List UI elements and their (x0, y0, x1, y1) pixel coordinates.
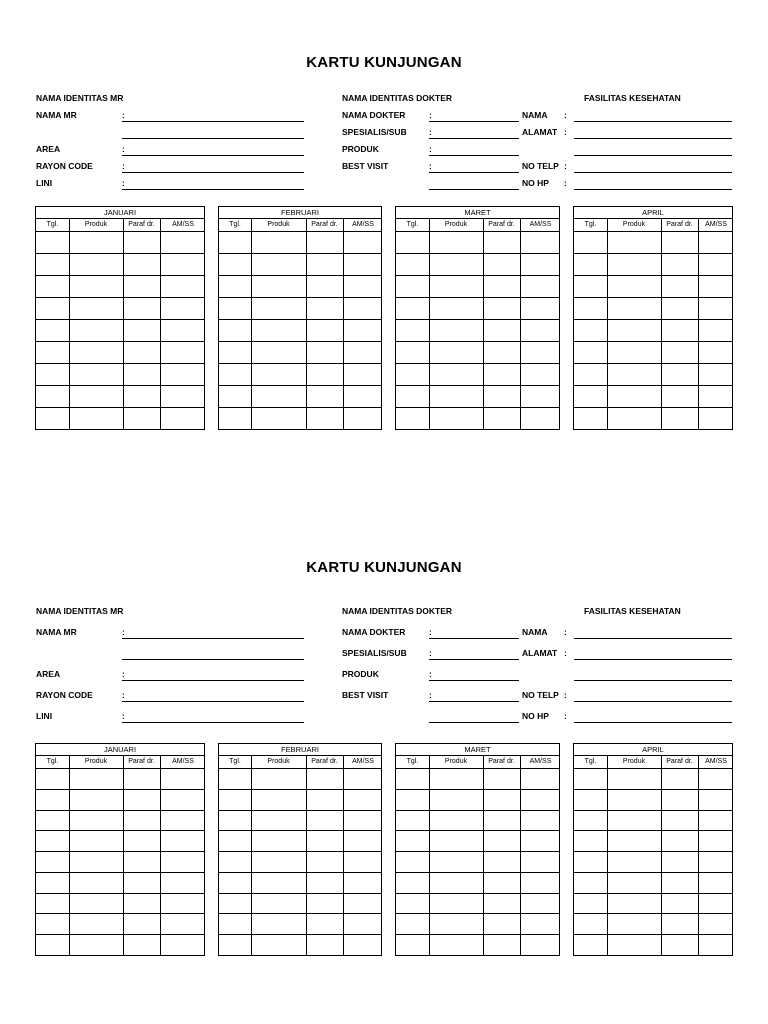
mr-field-input-line[interactable] (122, 138, 304, 139)
mr-field-label: LINI (36, 711, 53, 721)
table-row[interactable] (396, 872, 559, 893)
table-row[interactable] (574, 789, 732, 810)
table-row[interactable] (574, 231, 732, 253)
mr-field-input-line[interactable] (122, 659, 304, 660)
faskes-field-input-line[interactable] (574, 121, 732, 122)
table-row[interactable] (396, 385, 559, 407)
table-row[interactable] (396, 231, 559, 253)
month-table-april (573, 743, 733, 956)
faskes-field-colon: : (564, 161, 567, 171)
faskes-field-colon: : (564, 648, 567, 658)
table-row[interactable] (396, 407, 559, 429)
dokter-field-input-line[interactable] (429, 638, 519, 639)
column-header: Paraf dr. (488, 758, 515, 765)
table-row[interactable] (574, 768, 732, 789)
table-row[interactable] (396, 810, 559, 831)
table-row[interactable] (574, 934, 732, 955)
column-header: AM/SS (529, 758, 552, 765)
table-row[interactable] (219, 913, 381, 934)
month-header: FEBRUARI (219, 744, 381, 756)
dokter-field-colon: : (429, 161, 432, 171)
faskes-field-label: NO TELP (522, 690, 559, 700)
month-header: FEBRUARI (219, 207, 381, 219)
dokter-field-label: PRODUK (342, 144, 379, 154)
dokter-field-input-line[interactable] (429, 138, 519, 139)
card-title: KARTU KUNJUNGAN (306, 54, 462, 71)
column-header: AM/SS (172, 758, 194, 765)
month-table-maret (395, 206, 560, 430)
table-row[interactable] (36, 297, 204, 319)
month-table-februari (218, 206, 382, 430)
table-row[interactable] (36, 893, 204, 914)
column-header: Tgl. (584, 758, 597, 765)
column-header: AM/SS (352, 758, 374, 765)
column-header: AM/SS (352, 221, 374, 228)
month-header: APRIL (574, 207, 732, 219)
faskes-field-label: NO TELP (522, 161, 559, 171)
table-row[interactable] (574, 913, 732, 934)
mr-field-label: RAYON CODE (36, 690, 93, 700)
dokter-field-input-line[interactable] (429, 659, 519, 660)
faskes-field-colon: : (564, 127, 567, 137)
doctor-section-heading: NAMA IDENTITAS DOKTER (342, 93, 453, 103)
table-row[interactable] (219, 810, 381, 831)
column-header: Tgl. (406, 221, 419, 228)
column-header: Tgl. (406, 758, 419, 765)
mr-section-heading: NAMA IDENTITAS MR (36, 606, 124, 616)
column-header: AM/SS (705, 221, 727, 228)
column-header: Tgl. (229, 221, 241, 228)
table-row[interactable] (574, 385, 732, 407)
faskes-field-input-line[interactable] (574, 155, 732, 156)
dokter-field-label: NAMA DOKTER (342, 110, 406, 120)
faskes-field-input-line[interactable] (574, 189, 732, 190)
table-row[interactable] (574, 407, 732, 429)
faskes-field-colon: : (564, 690, 567, 700)
mr-field-label: RAYON CODE (36, 161, 93, 171)
dokter-field-input-line[interactable] (429, 155, 519, 156)
mr-field-input-line[interactable] (122, 172, 304, 173)
table-row[interactable] (219, 275, 381, 297)
table-row[interactable] (36, 934, 204, 955)
month-header: APRIL (574, 744, 732, 756)
dokter-field-label: SPESIALIS/SUB (342, 648, 407, 658)
mr-field-colon: : (122, 161, 125, 171)
table-row[interactable] (396, 789, 559, 810)
mr-field-colon: : (122, 110, 125, 120)
month-table-maret (395, 743, 560, 956)
table-row[interactable] (574, 893, 732, 914)
dokter-field-colon: : (429, 110, 432, 120)
table-row[interactable] (219, 231, 381, 253)
table-row[interactable] (219, 297, 381, 319)
table-row[interactable] (574, 297, 732, 319)
dokter-field-colon: : (429, 690, 432, 700)
dokter-field-input-line[interactable] (429, 172, 519, 173)
dokter-field-colon: : (429, 127, 432, 137)
dokter-field-colon: : (429, 648, 432, 658)
table-row[interactable] (36, 385, 204, 407)
column-header: Produk (622, 758, 646, 765)
table-row[interactable] (396, 275, 559, 297)
mr-field-input-line[interactable] (122, 638, 304, 639)
table-row[interactable] (396, 851, 559, 872)
month-table-januari (35, 206, 205, 430)
table-row[interactable] (36, 275, 204, 297)
mr-section-heading: NAMA IDENTITAS MR (36, 93, 124, 103)
month-table-februari (218, 743, 382, 956)
table-row[interactable] (574, 851, 732, 872)
table-row[interactable] (219, 789, 381, 810)
mr-field-input-line[interactable] (122, 155, 304, 156)
column-header: Produk (267, 758, 290, 765)
faskes-field-label: NAMA (522, 110, 548, 120)
table-row[interactable] (219, 385, 381, 407)
faskes-field-colon: : (564, 711, 567, 721)
dokter-field-input-line[interactable] (429, 189, 519, 190)
faskes-field-input-line[interactable] (574, 172, 732, 173)
dokter-field-label: BEST VISIT (342, 690, 389, 700)
table-row[interactable] (36, 768, 204, 789)
column-header: Produk (444, 758, 468, 765)
dokter-field-input-line[interactable] (429, 680, 519, 681)
month-header: JANUARI (36, 207, 204, 219)
mr-field-colon: : (122, 711, 125, 721)
dokter-field-label: PRODUK (342, 669, 379, 679)
table-row[interactable] (36, 789, 204, 810)
mr-field-colon: : (122, 669, 125, 679)
faskes-field-label: ALAMAT (522, 648, 558, 658)
table-row[interactable] (219, 319, 381, 341)
mr-field-label: AREA (36, 669, 61, 679)
faskes-field-input-line[interactable] (574, 722, 732, 723)
table-row[interactable] (36, 407, 204, 429)
table-row[interactable] (574, 341, 732, 363)
faskes-field-input-line[interactable] (574, 680, 732, 681)
column-header: Paraf dr. (128, 758, 155, 765)
column-header: AM/SS (172, 221, 194, 228)
table-row[interactable] (396, 253, 559, 275)
table-row[interactable] (219, 253, 381, 275)
mr-field-input-line[interactable] (122, 701, 304, 702)
table-row[interactable] (396, 830, 559, 851)
table-row[interactable] (219, 768, 381, 789)
table-row[interactable] (36, 913, 204, 934)
mr-field-colon: : (122, 627, 125, 637)
column-header: AM/SS (529, 221, 552, 228)
dokter-field-colon: : (429, 144, 432, 154)
dokter-field-label: NAMA DOKTER (342, 627, 406, 637)
column-header: Tgl. (46, 758, 59, 765)
table-row[interactable] (574, 872, 732, 893)
table-row[interactable] (396, 341, 559, 363)
table-row[interactable] (219, 872, 381, 893)
mr-field-label: NAMA MR (36, 110, 77, 120)
table-row[interactable] (219, 893, 381, 914)
mr-field-label: AREA (36, 144, 61, 154)
month-table-januari (35, 743, 205, 956)
faskes-field-colon: : (564, 627, 567, 637)
mr-field-input-line[interactable] (122, 121, 304, 122)
faskes-field-label: NO HP (522, 711, 549, 721)
dokter-field-colon: : (429, 627, 432, 637)
table-row[interactable] (574, 275, 732, 297)
table-row[interactable] (574, 253, 732, 275)
table-row[interactable] (396, 893, 559, 914)
month-header: MARET (396, 744, 559, 756)
table-row[interactable] (36, 341, 204, 363)
column-header: Tgl. (584, 221, 597, 228)
column-header: Paraf dr. (128, 221, 155, 228)
dokter-field-input-line[interactable] (429, 121, 519, 122)
table-row[interactable] (36, 810, 204, 831)
table-row[interactable] (36, 363, 204, 385)
faskes-field-label: NO HP (522, 178, 549, 188)
column-header: Produk (622, 221, 646, 228)
table-row[interactable] (36, 830, 204, 851)
facility-section-heading: FASILITAS KESEHATAN (584, 606, 681, 616)
table-row[interactable] (396, 913, 559, 934)
column-header: Tgl. (229, 758, 241, 765)
faskes-field-input-line[interactable] (574, 659, 732, 660)
table-row[interactable] (36, 319, 204, 341)
table-row[interactable] (219, 830, 381, 851)
column-header: AM/SS (705, 758, 727, 765)
dokter-field-label: BEST VISIT (342, 161, 389, 171)
table-row[interactable] (219, 407, 381, 429)
column-header: Produk (267, 221, 290, 228)
faskes-field-input-line[interactable] (574, 638, 732, 639)
faskes-field-colon: : (564, 178, 567, 188)
mr-field-label: LINI (36, 178, 53, 188)
column-header: Produk (84, 758, 108, 765)
table-row[interactable] (574, 810, 732, 831)
column-header: Paraf dr. (666, 221, 693, 228)
month-header: MARET (396, 207, 559, 219)
dokter-field-input-line[interactable] (429, 701, 519, 702)
table-row[interactable] (219, 934, 381, 955)
table-row[interactable] (219, 363, 381, 385)
table-row[interactable] (396, 934, 559, 955)
table-row[interactable] (574, 319, 732, 341)
mr-field-label: NAMA MR (36, 627, 77, 637)
column-header: Paraf dr. (488, 221, 515, 228)
column-header: Tgl. (46, 221, 59, 228)
table-row[interactable] (36, 872, 204, 893)
mr-field-colon: : (122, 178, 125, 188)
month-table-april (573, 206, 733, 430)
column-header: Paraf dr. (666, 758, 693, 765)
mr-field-input-line[interactable] (122, 189, 304, 190)
column-header: Paraf dr. (311, 758, 338, 765)
table-row[interactable] (396, 768, 559, 789)
table-row[interactable] (36, 231, 204, 253)
mr-field-colon: : (122, 144, 125, 154)
table-row[interactable] (574, 363, 732, 385)
faskes-field-label: NAMA (522, 627, 548, 637)
table-row[interactable] (36, 253, 204, 275)
table-row[interactable] (396, 297, 559, 319)
faskes-field-colon: : (564, 110, 567, 120)
dokter-field-colon: : (429, 669, 432, 679)
mr-field-input-line[interactable] (122, 722, 304, 723)
table-row[interactable] (36, 851, 204, 872)
column-header: Produk (84, 221, 108, 228)
facility-section-heading: FASILITAS KESEHATAN (584, 93, 681, 103)
column-header: Paraf dr. (311, 221, 338, 228)
dokter-field-label: SPESIALIS/SUB (342, 127, 407, 137)
column-header: Produk (444, 221, 468, 228)
doctor-section-heading: NAMA IDENTITAS DOKTER (342, 606, 453, 616)
mr-field-input-line[interactable] (122, 680, 304, 681)
mr-field-colon: : (122, 690, 125, 700)
month-header: JANUARI (36, 744, 204, 756)
table-row[interactable] (396, 319, 559, 341)
dokter-field-input-line[interactable] (429, 722, 519, 723)
table-row[interactable] (219, 341, 381, 363)
table-row[interactable] (219, 851, 381, 872)
table-row[interactable] (396, 363, 559, 385)
card-title: KARTU KUNJUNGAN (306, 559, 462, 576)
faskes-field-input-line[interactable] (574, 138, 732, 139)
faskes-field-label: ALAMAT (522, 127, 558, 137)
faskes-field-input-line[interactable] (574, 701, 732, 702)
table-row[interactable] (574, 830, 732, 851)
